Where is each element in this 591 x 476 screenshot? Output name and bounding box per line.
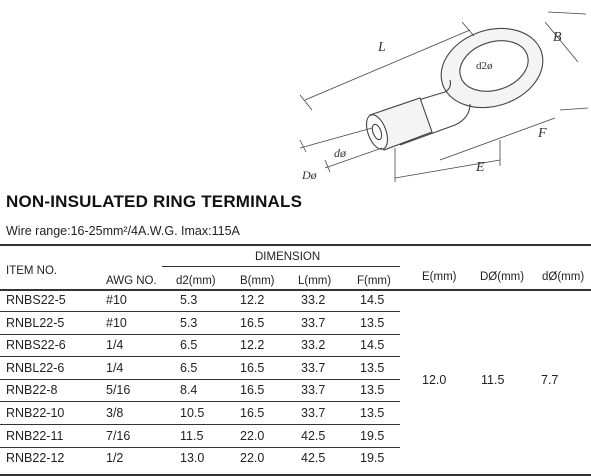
header-f: F(mm) [357,275,391,287]
cell-b: 12.2 [240,338,265,353]
dim-label-d: dø [334,146,346,160]
cell-awg: #10 [106,293,127,307]
dim-label-E: E [476,160,485,175]
header-D: DØ(mm) [480,271,525,283]
row-divider [0,311,400,312]
cell-item: RNB22-11 [6,428,64,443]
cell-d2: 13.0 [180,451,205,466]
cell-l: 42.5 [301,451,326,466]
cell-item: RNBL22-6 [6,360,65,375]
table-header-rule [0,289,591,291]
cell-d2: 6.5 [180,360,198,375]
row-divider [0,334,400,335]
cell-l: 33.2 [301,293,326,307]
spec-table [0,244,591,476]
cell-b: 22.0 [240,428,265,443]
cell-f: 19.5 [360,428,385,443]
cell-awg: 1/2 [106,451,124,466]
cell-d2: 5.3 [180,315,198,330]
header-item: ITEM NO. [6,265,58,277]
cell-b: 16.5 [240,406,265,420]
cell-b: 12.2 [240,293,265,307]
cell-awg: 5/16 [106,383,131,398]
cell-l: 33.7 [301,360,326,375]
cell-f: 14.5 [360,293,385,307]
header-dimension: DIMENSION [255,251,321,263]
header-d2: d2(mm) [176,275,216,287]
row-divider [0,356,400,357]
dim-label-B: B [553,30,562,45]
row-divider [0,401,400,402]
cell-f: 13.5 [360,383,385,398]
cell-d2: 11.5 [180,428,204,443]
cell-awg: 1/4 [106,338,124,353]
shared-d: 7.7 [541,373,559,387]
header-e: E(mm) [422,271,457,283]
cell-item: RNB22-12 [6,451,65,466]
cell-f: 13.5 [360,406,385,420]
shared-e: 12.0 [422,373,447,387]
cell-f: 13.5 [360,315,385,330]
shared-D: 11.5 [481,373,505,387]
cell-f: 14.5 [360,338,385,353]
page-title: NON-INSULATED RING TERMINALS [6,192,303,211]
cell-l: 33.7 [301,383,326,398]
header-awg: AWG NO. [106,275,157,287]
dim-label-D: Dø [302,168,317,182]
cell-item: RNBS22-5 [6,293,66,307]
table-top-rule [0,244,591,246]
cell-b: 16.5 [240,315,265,330]
cell-awg: #10 [106,315,127,330]
cell-l: 33.2 [301,338,326,353]
cell-l: 33.7 [301,406,326,420]
cell-d2: 5.3 [180,293,198,307]
cell-item: RNB22-10 [6,406,65,420]
dim-label-L: L [378,40,386,55]
cell-f: 13.5 [360,360,385,375]
cell-awg: 3/8 [106,406,124,420]
cell-b: 16.5 [240,383,265,398]
dim-label-F: F [538,126,547,141]
wire-range-text: Wire range:16-25mm²/4A.W.G. Imax:115A [6,224,240,238]
ring-terminal-diagram [0,0,591,190]
header-l: L(mm) [298,275,332,287]
cell-b: 16.5 [240,360,265,375]
cell-awg: 1/4 [106,360,124,375]
cell-item: RNBS22-6 [6,338,66,353]
cell-l: 33.7 [301,315,326,330]
cell-d2: 8.4 [180,383,198,398]
cell-b: 22.0 [240,451,265,466]
row-divider [0,447,400,448]
cell-item: RNB22-8 [6,383,58,398]
cell-awg: 7/16 [106,428,131,443]
row-divider [0,379,400,380]
cell-d2: 10.5 [180,406,205,420]
header-b: B(mm) [240,275,275,287]
cell-d2: 6.5 [180,338,198,353]
cell-item: RNBL22-5 [6,315,65,330]
dim-label-d2: d2ø [476,60,493,72]
row-divider [0,424,400,425]
cell-f: 19.5 [360,451,385,466]
header-d: dØ(mm) [542,271,585,283]
dimension-underline [162,266,400,267]
cell-l: 42.5 [301,428,326,443]
